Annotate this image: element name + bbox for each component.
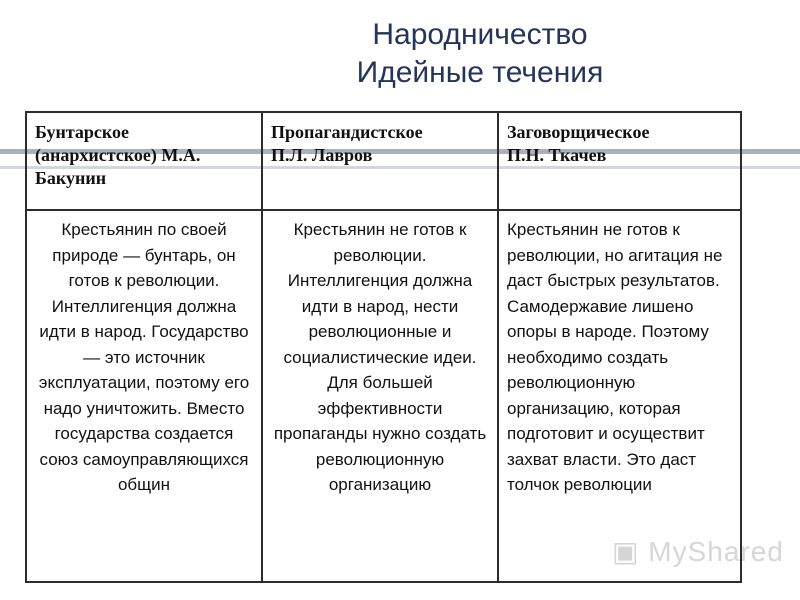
header-line: Заговорщическое — [507, 122, 650, 142]
watermark-text: MyShared — [648, 536, 784, 567]
header-line: П.Л. Лавров — [271, 145, 373, 165]
ideas-table — [25, 111, 742, 583]
header-line: (анархистское) М.А. — [35, 145, 201, 165]
header-line: Бакунин — [35, 168, 107, 188]
table-row — [26, 210, 741, 582]
title-line-2: Идейные течения — [356, 56, 604, 89]
title-line-1: Народничество — [372, 18, 588, 51]
cell-conspiracy-description: Крестьянин не готов к революции, но агитация не даст быстрых результатов. Самодержавие лишено опоры в народе. Поэтому необходимо создать революционную организацию, которая подготовит и осуществит захват власти. Это даст толчок революции — [498, 210, 741, 582]
cell-propaganda-description: Крестьянин не готов к революции. Интеллигенция должна идти в народ, нести революционные и социалистические идеи. Для большей эффективности пропаганды нужно создать революционную организацию — [262, 210, 498, 582]
cell-rebel-description: Крестьянин по своей природе — бунтарь, он готов к революции. Интеллигенция должна идти в народ. Государство — это источник эксплуатации, поэтому его надо уничтожить. Вместо государства создается союз самоуправляющихся общин — [26, 210, 262, 582]
table-header-row — [26, 112, 741, 210]
header-line: Пропагандистское — [271, 122, 423, 142]
header-rebel — [26, 112, 262, 210]
presentation-icon: ▣ — [612, 536, 640, 567]
watermark — [612, 535, 784, 568]
header-conspiracy — [498, 112, 741, 210]
header-propaganda — [262, 112, 498, 210]
header-line: П.Н. Ткачев — [507, 145, 607, 165]
header-line: Бунтарское — [35, 122, 130, 142]
slide-title — [300, 16, 660, 92]
